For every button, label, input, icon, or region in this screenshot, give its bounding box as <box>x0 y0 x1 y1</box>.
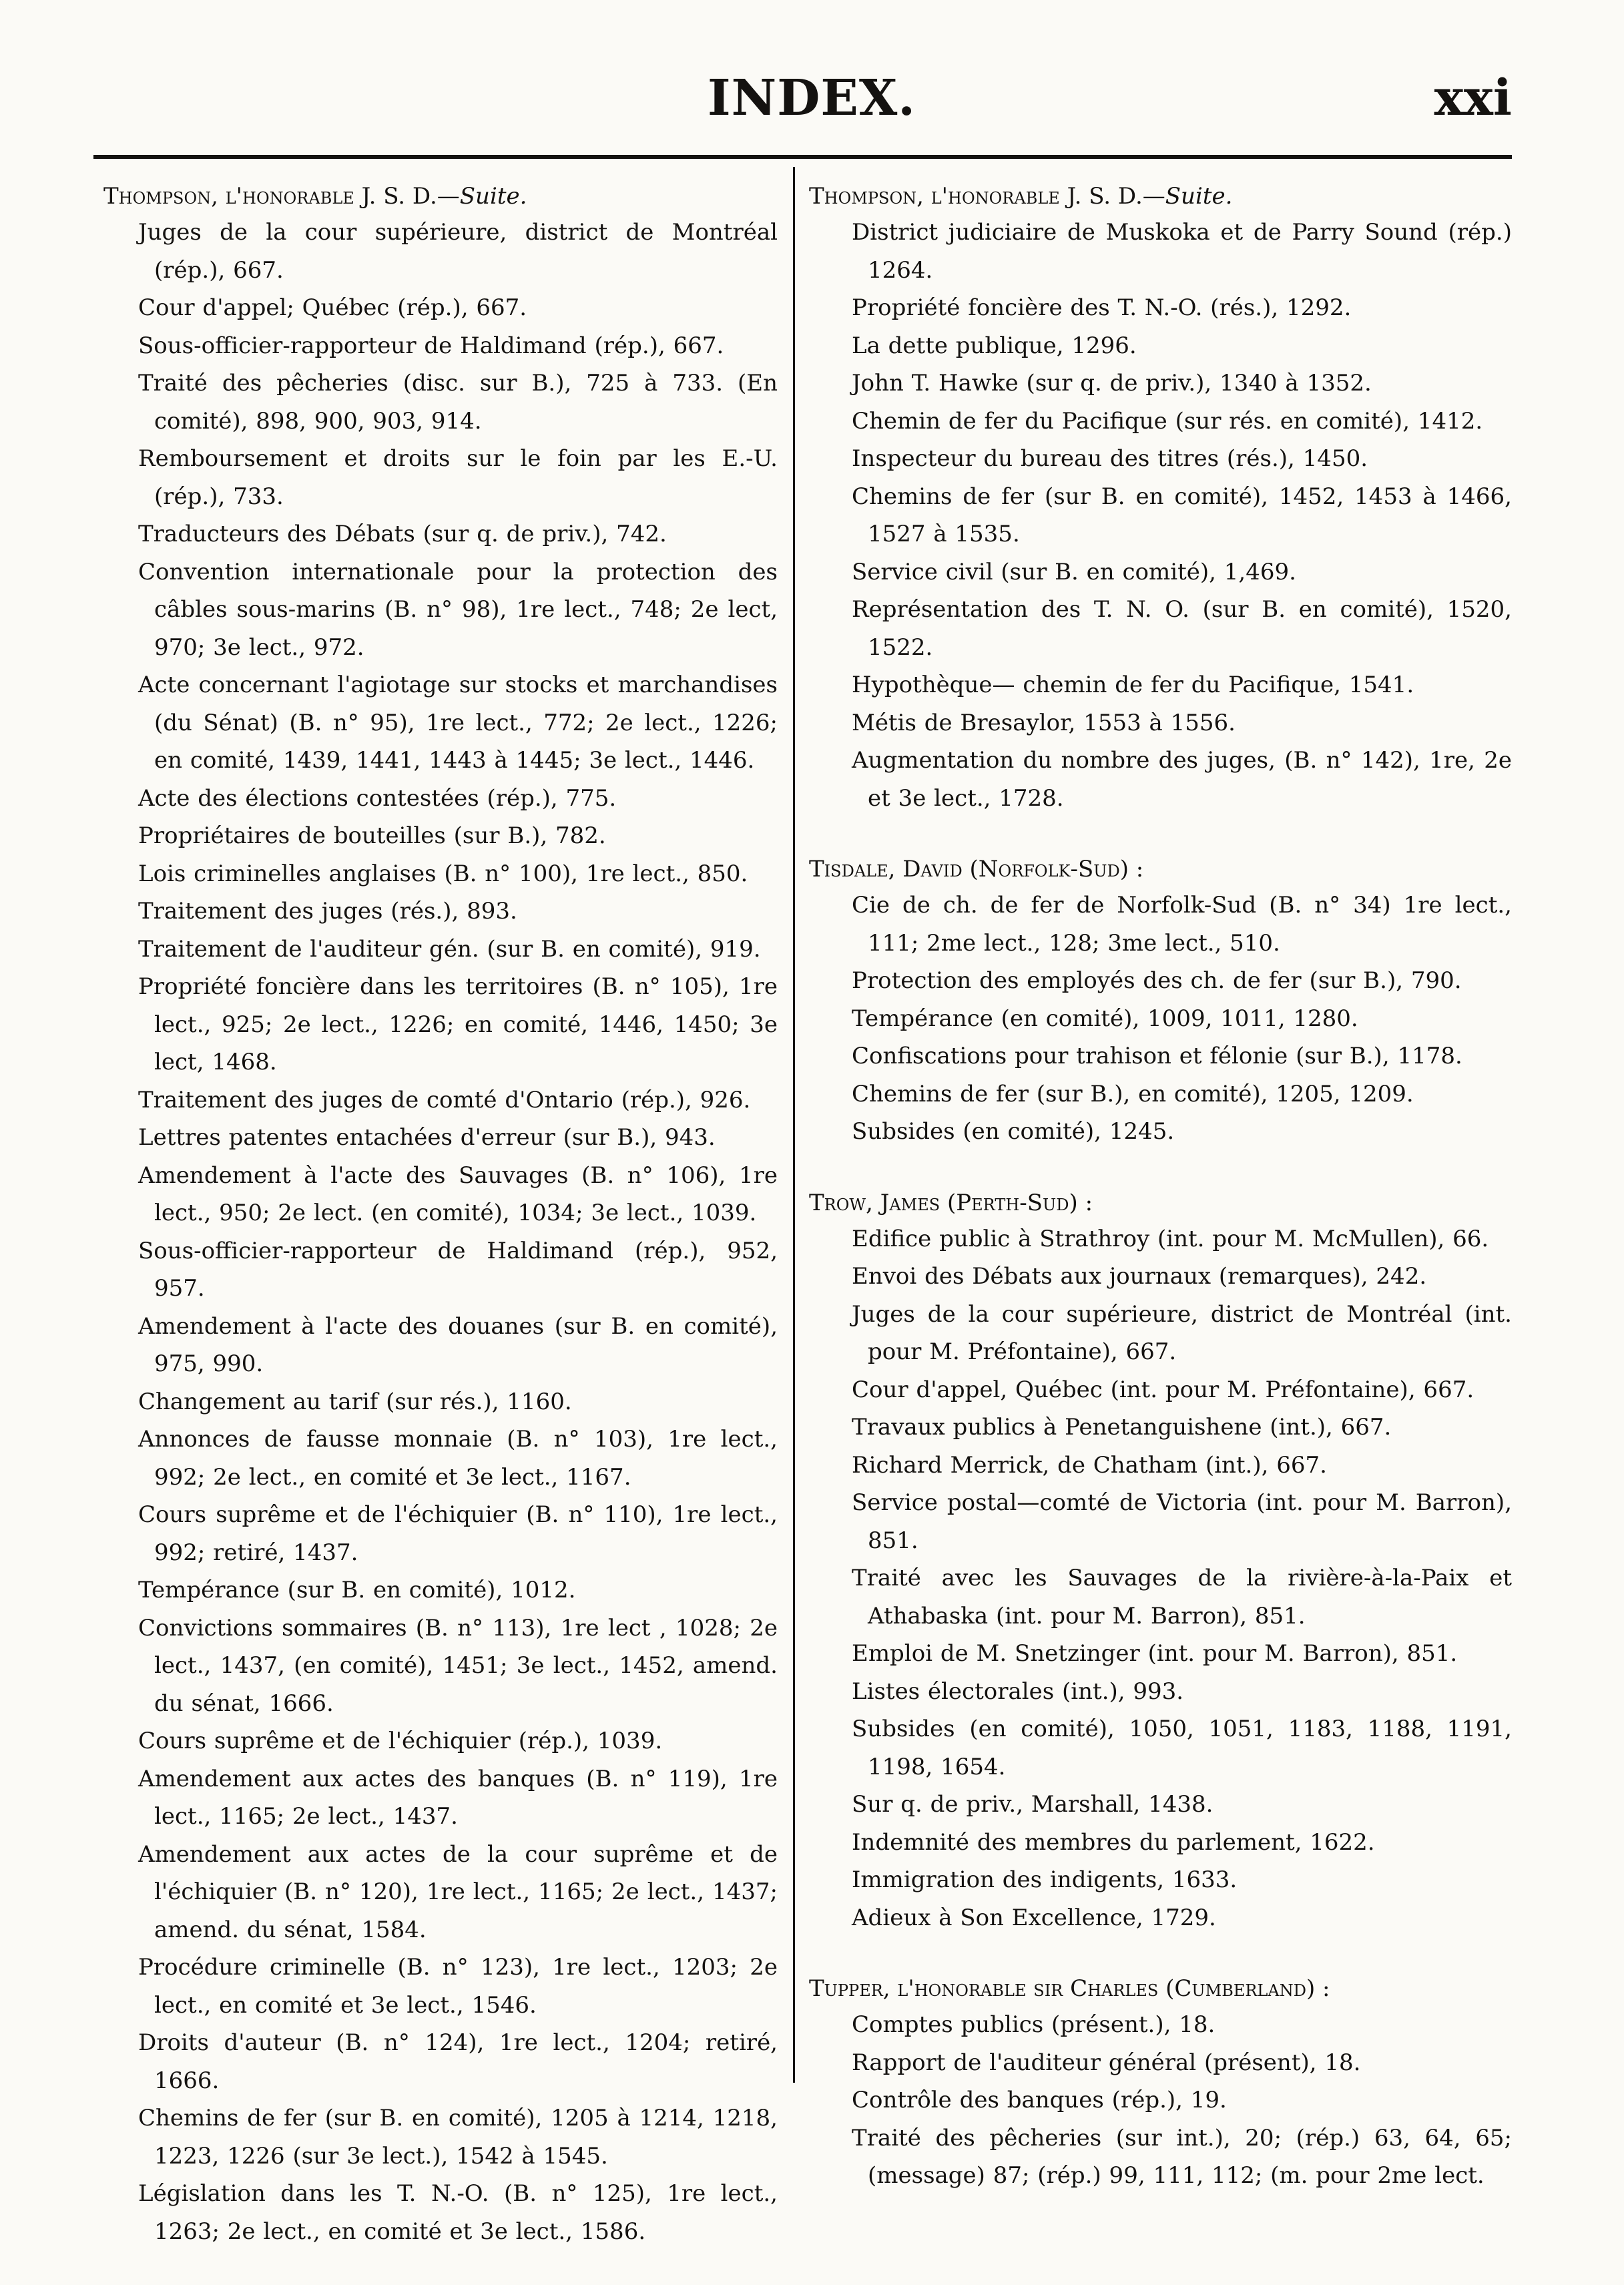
index-item: Juges de la cour supérieure, district de Montréal (rép.), 667. <box>138 219 778 284</box>
right-column <box>809 179 1512 2230</box>
index-item: Emploi de M. Snetzinger (int. pour M. Barron), 851. <box>852 1640 1458 1667</box>
index-item: Comptes publics (présent.), 18. <box>852 2011 1215 2038</box>
index-item: Amendement à l'acte des douanes (sur B. en comité), 975, 990. <box>138 1312 778 1377</box>
index-item: Représentation des T. N. O. (sur B. en comité), 1520, 1522. <box>852 596 1512 661</box>
index-entry <box>103 179 778 2250</box>
page-header <box>0 0 1624 167</box>
index-item: Traité des pêcheries (disc. sur B.), 725 à 733. (En comité), 898, 900, 903, 914. <box>138 370 778 435</box>
column-divider <box>793 167 795 2083</box>
index-item: Rapport de l'auditeur général (présent), 18. <box>852 2049 1361 2076</box>
entry-heading-name: Thompson, l'honorable J. S. D.— <box>103 183 460 210</box>
index-item: Chemins de fer (sur B. en comité), 1452, 1453 à 1466, 1527 à 1535. <box>852 483 1512 547</box>
index-item: Cie de ch. de fer de Norfolk-Sud (B. n° 34) 1re lect., 111; 2me lect., 128; 3me lect., 510. <box>852 892 1512 957</box>
index-item: Traité avec les Sauvages de la rivière-à-la-Paix et Athabaska (int. pour M. Barron), 851. <box>852 1565 1512 1629</box>
index-entry <box>809 179 1512 817</box>
index-item: Cours suprême et de l'échiquier (rép.), 1039. <box>138 1728 663 1754</box>
index-item: Traitement des juges de comté d'Ontario (rép.), 926. <box>138 1086 751 1113</box>
index-item: La dette publique, 1296. <box>852 332 1137 359</box>
index-item: Changement au tarif (sur rés.), 1160. <box>138 1388 572 1415</box>
index-item: Procédure criminelle (B. n° 123), 1re lect., 1203; 2e lect., en comité et 3e lect., 1546. <box>138 1954 778 2019</box>
index-item: Cour d'appel, Québec (int. pour M. Préfontaine), 667. <box>852 1376 1474 1403</box>
index-item: Traitement de l'auditeur gén. (sur B. en comité), 919. <box>138 935 761 963</box>
index-item: Amendement à l'acte des Sauvages (B. n° 106), 1re lect., 950; 2e lect. (en comité), 1034; 3e lect., 1039. <box>138 1162 778 1226</box>
index-item: Confiscations pour trahison et félonie (sur B.), 1178. <box>852 1043 1462 1069</box>
index-item: Listes électorales (int.), 993. <box>852 1678 1184 1705</box>
entry-heading-continued: Suite. <box>459 183 527 210</box>
index-item: Lettres patentes entachées d'erreur (sur B.), 943. <box>138 1124 716 1151</box>
page-number: xxi <box>1434 69 1512 127</box>
index-item: Hypothèque— chemin de fer du Pacifique, 1541. <box>852 672 1414 698</box>
index-item: Subsides (en comité), 1050, 1051, 1183, 1188, 1191, 1198, 1654. <box>852 1716 1512 1780</box>
index-item: Inspecteur du bureau des titres (rés.), 1450. <box>852 445 1368 472</box>
index-item: Sous-officier-rapporteur de Haldimand (rép.), 667. <box>138 332 724 359</box>
index-item: Droits d'auteur (B. n° 124), 1re lect., 1204; retiré, 1666. <box>138 2029 778 2094</box>
index-item: Acte concernant l'agiotage sur stocks et marchandises (du Sénat) (B. n° 95), 1re lect., 772; 2e lect., 1226; en comité, 1439, 1441, 1443 à 1445; 3e lect., 1446. <box>138 672 778 774</box>
entry-heading <box>103 179 778 214</box>
index-item: Immigration des indigents, 1633. <box>852 1866 1238 1893</box>
index-item: Richard Merrick, de Chatham (int.), 667. <box>852 1451 1327 1479</box>
index-item: Annonces de fausse monnaie (B. n° 103), 1re lect., 992; 2e lect., en comité et 3e lect., 1167. <box>138 1426 778 1491</box>
index-item: Cour d'appel; Québec (rép.), 667. <box>138 294 527 321</box>
index-item: Métis de Bresaylor, 1553 à 1556. <box>852 709 1236 736</box>
index-item: Amendement aux actes de la cour suprême et de l'échiquier (B. n° 120), 1re lect., 1165; 2e lect., 1437; amend. du sénat, 1584. <box>138 1840 778 1943</box>
index-item: Sous-officier-rapporteur de Haldimand (rép.), 952, 957. <box>138 1237 778 1302</box>
index-entry <box>809 1971 1512 2195</box>
index-item: Service civil (sur B. en comité), 1,469. <box>852 558 1296 585</box>
index-item: Traducteurs des Débats (sur q. de priv.), 742. <box>138 521 667 547</box>
entry-heading-name: Tisdale, David (Norfolk-Sud) : <box>809 856 1144 882</box>
index-item: Augmentation du nombre des juges, (B. n° 142), 1re, 2e et 3e lect., 1728. <box>852 747 1512 812</box>
index-item: Chemin de fer du Pacifique (sur rés. en comité), 1412. <box>852 407 1483 435</box>
index-item: Sur q. de priv., Marshall, 1438. <box>852 1791 1213 1818</box>
index-item: Juges de la cour supérieure, district de Montréal (int. pour M. Préfontaine), 667. <box>852 1300 1512 1365</box>
entry-heading <box>809 852 1512 886</box>
page-title: INDEX. <box>708 69 916 127</box>
index-item: Propriété foncière des T. N.-O. (rés.), 1292. <box>852 294 1352 321</box>
index-item: Amendement aux actes des banques (B. n° 119), 1re lect., 1165; 2e lect., 1437. <box>138 1765 778 1830</box>
index-item: Tempérance (en comité), 1009, 1011, 1280. <box>852 1005 1358 1032</box>
index-item: Propriétaires de bouteilles (sur B.), 782. <box>138 822 606 849</box>
entry-heading-name: Tupper, l'honorable sir Charles (Cumberland) : <box>809 1975 1330 2002</box>
index-item: Contrôle des banques (rép.), 19. <box>852 2087 1227 2113</box>
entry-heading <box>809 179 1512 214</box>
index-item: Adieux à Son Excellence, 1729. <box>852 1904 1216 1931</box>
index-item: Indemnité des membres du parlement, 1622. <box>852 1828 1375 1856</box>
index-item: Subsides (en comité), 1245. <box>852 1118 1175 1145</box>
index-item: Travaux publics à Penetanguishene (int.), 667. <box>852 1414 1392 1441</box>
entry-heading <box>809 1971 1512 2006</box>
index-item: John T. Hawke (sur q. de priv.), 1340 à 1352. <box>852 370 1372 397</box>
header-rule <box>93 155 1512 159</box>
index-item: Tempérance (sur B. en comité), 1012. <box>138 1577 576 1603</box>
index-item: Lois criminelles anglaises (B. n° 100), 1re lect., 850. <box>138 860 748 887</box>
index-item: Législation dans les T. N.-O. (B. n° 125), 1re lect., 1263; 2e lect., en comité et 3e lect., 1586. <box>138 2180 778 2245</box>
index-item: Service postal—comté de Victoria (int. pour M. Barron), 851. <box>852 1489 1512 1554</box>
index-item: Acte des élections contestées (rép.), 775. <box>138 784 617 812</box>
index-item: Convictions sommaires (B. n° 113), 1re lect , 1028; 2e lect., 1437, (en comité), 1451; 3e lect., 1452, amend. du sénat, 1666. <box>138 1614 778 1717</box>
index-item: Edifice public à Strathroy (int. pour M. McMullen), 66. <box>852 1225 1489 1252</box>
index-item: Cours suprême et de l'échiquier (B. n° 110), 1re lect., 992; retiré, 1437. <box>138 1501 778 1566</box>
index-item: Chemins de fer (sur B.), en comité), 1205, 1209. <box>852 1080 1414 1107</box>
index-item: Chemins de fer (sur B. en comité), 1205 à 1214, 1218, 1223, 1226 (sur 3e lect.), 1542 à 1545. <box>138 2105 778 2170</box>
index-entry <box>809 852 1512 1151</box>
index-item: Remboursement et droits sur le foin par les E.-U. (rép.), 733. <box>138 445 778 510</box>
index-item: District judiciaire de Muskoka et de Parry Sound (rép.) 1264. <box>852 219 1512 284</box>
entry-heading-continued: Suite. <box>1165 183 1233 210</box>
index-item: Envoi des Débats aux journaux (remarques), 242. <box>852 1263 1427 1290</box>
index-item: Protection des employés des ch. de fer (sur B.), 790. <box>852 967 1462 994</box>
index-item: Traitement des juges (rés.), 893. <box>138 898 517 925</box>
entry-heading <box>809 1186 1512 1220</box>
index-item: Traité des pêcheries (sur int.), 20; (rép.) 63, 64, 65; (message) 87; (rép.) 99, 111, 112; (m. pour 2me lect. <box>852 2124 1512 2189</box>
index-entry <box>809 1186 1512 1937</box>
index-item: Propriété foncière dans les territoires (B. n° 105), 1re lect., 925; 2e lect., 1226; en comité, 1446, 1450; 3e lect, 1468. <box>138 973 778 1075</box>
index-item: Convention internationale pour la protection des câbles sous-marins (B. n° 98), 1re lect., 748; 2e lect, 970; 3e lect., 972. <box>138 558 778 661</box>
entry-heading-name: Thompson, l'honorable J. S. D.— <box>809 183 1165 210</box>
entry-heading-name: Trow, James (Perth-Sud) : <box>809 1189 1093 1216</box>
left-column <box>103 179 778 2285</box>
